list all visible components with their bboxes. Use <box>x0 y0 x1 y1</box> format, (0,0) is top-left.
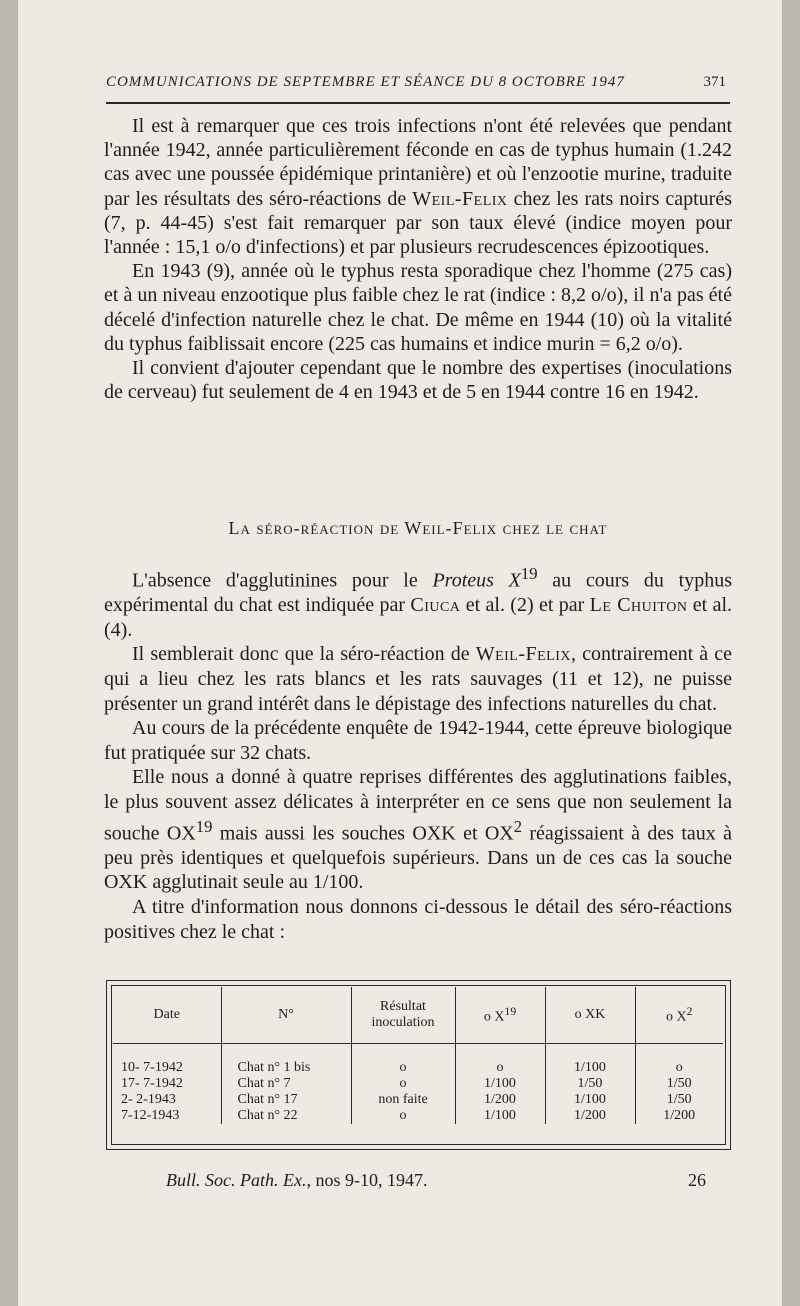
header-rule <box>106 102 730 104</box>
paragraph-7: Elle nous a donné à quatre reprises différentes des agglutinations faibles, le plus souvent assez délicates à interpréter en ce sens que non seulement la souche OX$^{19}$ mais aussi les souches OXK et $OX^2$ réagissaient à des taux à peu près identiques et quelquefois supérieurs. Dans un de ces cas la souche OXK agglutinait seule au 1/100. <box>104 766 732 894</box>
author-name: Weil-Felix <box>412 187 508 210</box>
paragraph-4: L'absence d'agglutinines pour le Proteus $X^{19}$ au cours du typhus expérimental du chat est indiquée par Ciuca et al. (2) et par Le Chuiton et al. (4). <box>104 564 733 641</box>
paragraph-8: A titre d'information nous donnons ci-dessous le détail des séro-réactions positives chez le chat : <box>104 896 732 943</box>
sheet-number: 26 <box>688 1170 706 1190</box>
header-xk: o XK <box>545 987 635 1044</box>
paragraph-5: Il semblerait donc que la séro-réaction de Weil-Felix, contrairement à ce qui a lieu chez les rats blancs et les rats sauvages (11 et 12), ne puisse présenter un grand intérêt dans le dépistage des infections naturelles du chat. <box>104 643 733 715</box>
paragraph-3: Il convient d'ajouter cependant que le nombre des expertises (inoculations de cerveau) fut seulement de 4 en 1943 et de 5 en 1944 contre 16 en 1942. <box>104 357 732 404</box>
paragraph-1: Il est à remarquer que ces trois infections n'ont été relevées que pendant l'année 1942, année particulièrement féconde en cas de typhus humain (1.242 cas avec une poussée épidémique printanière) et où l'enzootie murine, traduite par les résultats des séro-réactions de Weil-Felix chez les rats noirs capturés (7, p. 44-45) s'est fait remarquer par son taux élevé (indice moyen pour l'année : 15,1 o/o d'infections) et par plusieurs recrudescences épizootiques. <box>104 115 733 259</box>
results-table <box>113 987 723 1124</box>
header-x2: o $X^2$ <box>635 987 723 1044</box>
paragraph-2: En 1943 (9), année où le typhus resta sporadique chez l'homme (275 cas) et à un niveau enzootique plus faible chez le rat (indice : 8,2 o/o), il n'a pas été décelé d'infection naturelle chez le chat. De même en 1944 (10) où la vitalité du typhus faiblissait encore (225 cas humains et indice murin = 6,2 o/o). <box>104 260 732 355</box>
results-table-frame <box>106 980 731 1150</box>
table-header-row <box>113 987 723 1044</box>
paragraph-6: Au cours de la précédente enquête de 1942-1944, cette épreuve biologique fut pratiquée sur 32 chats. <box>104 717 732 764</box>
section-text <box>104 562 732 944</box>
body-text <box>104 114 732 404</box>
table-row: 10- 7-1942 Chat n° 1 bis o o 1/100 o <box>113 1060 723 1076</box>
header-number: N° <box>221 987 351 1044</box>
table-row: 2- 2-1943 Chat n° 17 non faite 1/200 1/100 1/50 <box>113 1092 723 1108</box>
page-number: 371 <box>703 74 726 90</box>
journal-citation: Bull. Soc. Path. Ex., nos 9-10, 1947. <box>166 1170 428 1190</box>
table-row: 17- 7-1942 Chat n° 7 o 1/100 1/50 1/50 <box>113 1076 723 1092</box>
running-title: COMMUNICATIONS DE SEPTEMBRE ET SÉANCE DU 8 OCTOBRE 1947 <box>106 74 625 90</box>
table-row: 7-12-1943 Chat n° 22 o 1/100 1/200 1/200 <box>113 1108 723 1124</box>
page <box>18 0 782 1306</box>
page-footer <box>166 1170 706 1191</box>
running-header <box>106 74 726 91</box>
section-heading: La séro-réaction de Weil-Felix chez le chat <box>228 518 608 538</box>
header-date: Date <box>153 1007 180 1022</box>
header-x19: o $X^{19}$ <box>455 987 545 1044</box>
header-result: Résultat inoculation <box>351 987 455 1044</box>
